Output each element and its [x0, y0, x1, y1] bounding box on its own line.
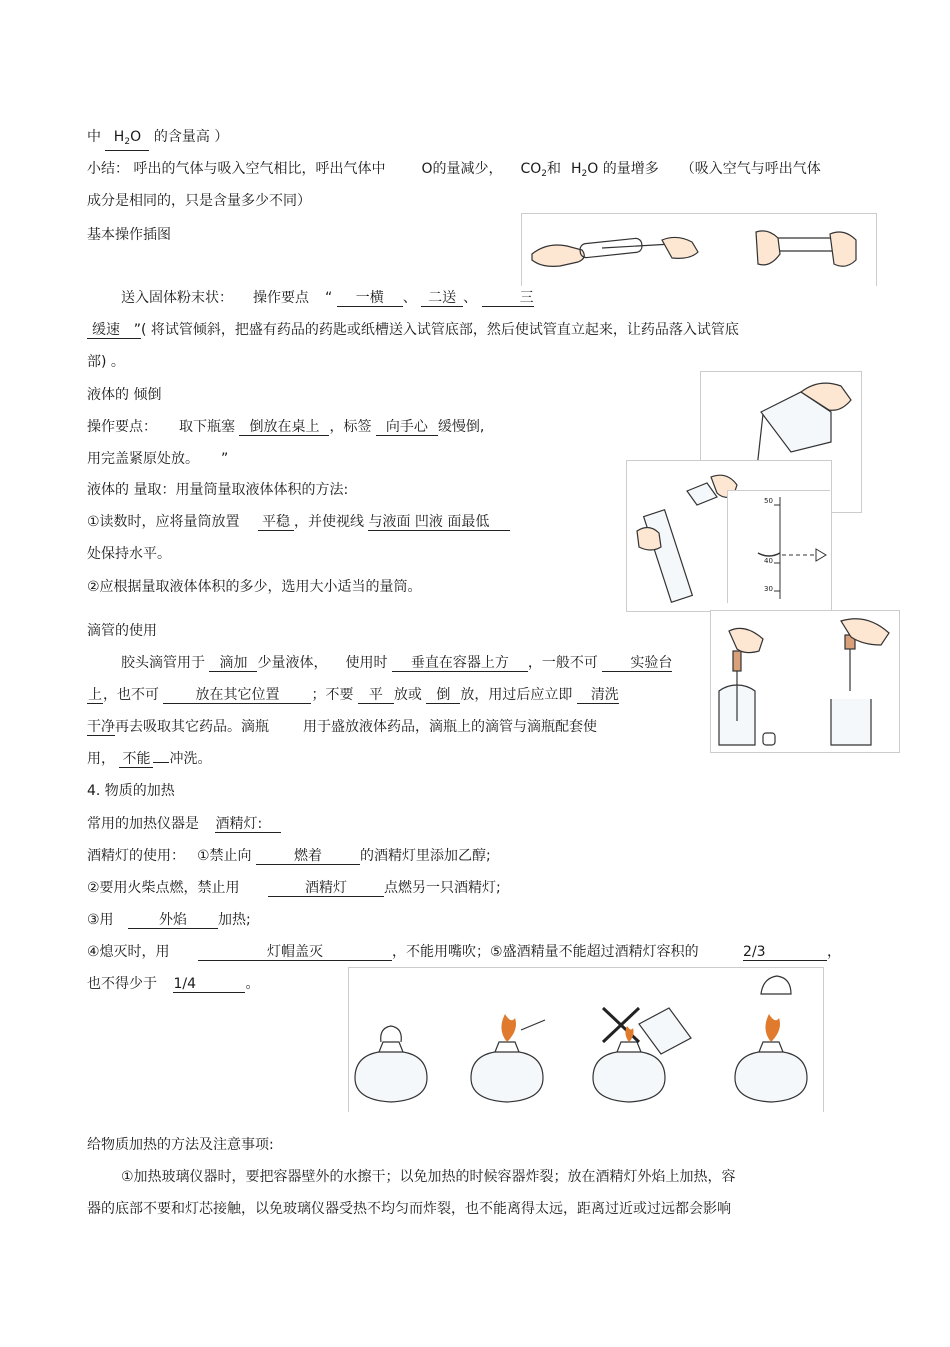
blank-ersong: 二送	[421, 290, 463, 307]
blank-ganjing: 干净	[87, 719, 115, 735]
blank-dijia: 滴加	[209, 655, 257, 672]
text-prefix: 中	[87, 129, 101, 145]
dropper-line-2: 上，也不可 放在其它位置 ；不要 平 放或 倒 放，用过后应立即 清洗	[88, 687, 619, 703]
tick-30: 30	[764, 585, 773, 593]
alcohol-lamp-illustration	[349, 968, 823, 1112]
measure-line-2: 处保持水平。	[87, 546, 171, 562]
basic-ops-heading: 基本操作插图	[87, 227, 171, 243]
blank-chuizhi: 垂直在容器上方	[392, 655, 528, 672]
heating-heading: 4. 物质的加热	[87, 783, 175, 799]
blank-yemian: 与液面 凹液 面最低	[368, 514, 510, 531]
pour-line-2: 用完盖紧原处放。 ”	[87, 451, 229, 467]
blank-san: 三	[482, 290, 534, 307]
dropper-line-1: 胶头滴管用于 滴加 少量液体， 使用时 垂直在容器上方 ，一般不可 实验台	[121, 655, 673, 671]
measure-line-3: ②应根据量取液体体积的多少，选用大小适当的量筒。	[87, 579, 422, 595]
dropper-line-4: 用， 不能 冲洗。	[87, 751, 212, 767]
tick-50: 50	[764, 497, 773, 505]
blank-xiangshouxin: 向手心	[376, 419, 438, 436]
solid-line-1: 送入固体粉末状： 操作要点 “ 一横 、 二送 、 三	[121, 290, 534, 306]
blank-jiujingdeng-2: 酒精灯	[268, 880, 384, 897]
scale-illustration	[728, 491, 830, 603]
heating-line-4: ③用 外焰 加热;	[87, 912, 251, 928]
measure-line-1: ①读数时，应将量筒放置 平稳 ，并使视线 与液面 凹液 面最低	[87, 513, 510, 531]
blank-shang: 上	[88, 687, 102, 703]
solid-line-2: 缓速 ”( 将试管倾斜，把盛有药品的药匙或纸槽送入试管底部，然后使试管直立起来，让药品落入试管底	[87, 321, 739, 339]
heating-line-5: ④熄灭时，用 灯帽盖灭 ，不能用嘴吹；⑤盛酒精量不能超过酒精灯容积的 2/3 ，	[87, 944, 842, 960]
blank-denggaogaimie: 灯帽盖灭	[198, 944, 392, 961]
pour-heading: 液体的 倾倒	[87, 387, 162, 403]
scale-reading-figure	[727, 490, 830, 603]
blank-buneng: 不能	[119, 751, 153, 768]
blank-two-thirds: 2/3	[743, 944, 827, 961]
blank-daofang: 倒放在桌上	[239, 419, 329, 436]
solid-transfer-figure	[521, 213, 877, 286]
heating-line-6: 也不得少于 1/4 。	[87, 976, 260, 992]
alcohol-lamp-figure	[348, 967, 824, 1112]
heating-line-1: 常用的加热仪器是 酒精灯:	[87, 815, 281, 833]
solid-line-3: 部) 。	[87, 354, 125, 370]
blank-ping: 平	[358, 687, 394, 704]
methods-para-1: ①加热玻璃仪器时，要把容器壁外的水擦干；以免加热的时候容器炸裂；放在酒精灯外焰上加热，容	[121, 1169, 736, 1185]
summary-line-1: 小结： 呼出的气体与吸入空气相比，呼出气体中 O的量减少， $CO_2$和 $H_2O$ 的量增多 （吸入空气与呼出气体	[87, 161, 821, 179]
dropper-illustration	[711, 611, 899, 752]
heating-line-2: 酒精灯的使用： ①禁止向 燃着 的酒精灯里添加乙醇;	[87, 848, 491, 864]
test-tube-illustration	[522, 214, 876, 286]
line-h2o	[87, 128, 228, 151]
blank-qingxi: 清洗	[577, 687, 619, 704]
blank-qitaweizhi: 放在其它位置	[163, 687, 311, 704]
tick-40: 40	[764, 557, 773, 565]
pour-line-1: 操作要点： 取下瓶塞 倒放在桌上 ，标签 向手心 缓慢倒,	[87, 419, 485, 435]
measure-heading: 液体的 量取：用量筒量取液体体积的方法:	[87, 482, 349, 498]
dropper-figure	[710, 610, 900, 753]
blank-waiyan: 外焰	[128, 912, 218, 929]
methods-heading: 给物质加热的方法及注意事项:	[87, 1137, 274, 1153]
blank-ranzhe: 燃着	[256, 848, 360, 865]
methods-para-2: 器的底部不要和灯芯接触，以免玻璃仪器受热不均匀而炸裂，也不能离得太远，距离过近或过远都会影响	[87, 1201, 731, 1217]
dropper-line-3: 干净再去吸取其它药品。滴瓶 用于盛放液体药品，滴瓶上的滴管与滴瓶配套使	[87, 719, 597, 735]
blank-dao: 倒	[426, 687, 460, 704]
blank-yiheng: 一横	[337, 290, 403, 307]
blank-shiyantai: 实验台	[602, 655, 672, 672]
blank-one-quarter: 1/4	[173, 976, 245, 993]
h2o-blank: $H_2O$	[105, 129, 149, 151]
summary-line-2: 成分是相同的，只是含量多少不同）	[87, 193, 311, 209]
dropper-heading: 滴管的使用	[87, 623, 157, 639]
text-suffix: 的含量高 ）	[153, 129, 229, 145]
blank-pingwen: 平稳	[258, 514, 294, 531]
heating-line-3: ②要用火柴点燃，禁止用 酒精灯 点燃另一只酒精灯;	[87, 880, 501, 896]
blank-huansu: 缓速	[87, 322, 125, 339]
blank-jiujingdeng: 酒精灯:	[215, 816, 281, 833]
